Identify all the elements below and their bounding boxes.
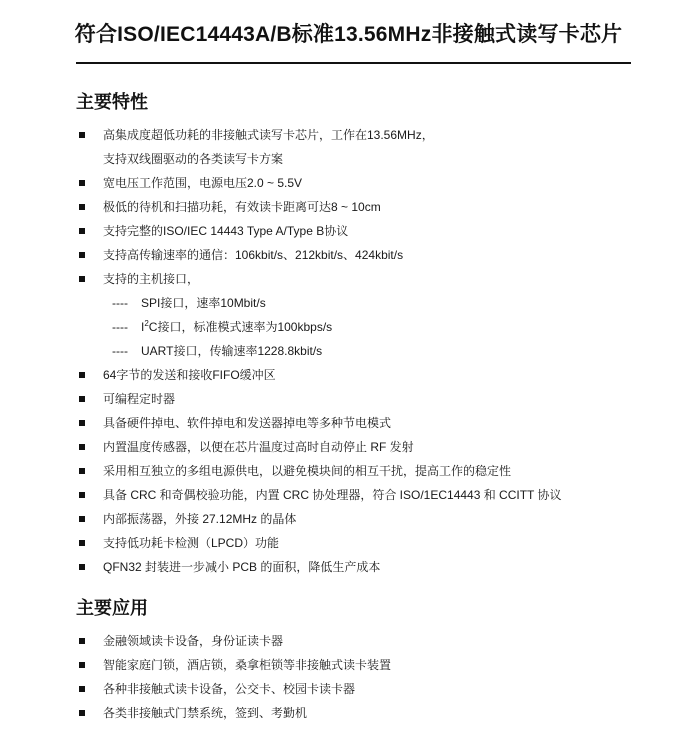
list-item-text: 内部振荡器，外接 27.12MHz 的晶体 [103, 512, 297, 526]
square-bullet-icon [79, 132, 85, 138]
list-item-text: 智能家庭门锁，酒店锁，桑拿柜锁等非接触式读卡装置 [103, 658, 392, 672]
list-item [0, 483, 697, 507]
list-item-text: 高集成度超低功耗的非接触式读写卡芯片，工作在13.56MHz， [103, 128, 434, 142]
list-item-text: 各类非接触式门禁系统，签到、考勤机 [103, 706, 308, 720]
list-item-text: 支持的主机接口， [103, 272, 200, 286]
sub-list-item-text [141, 315, 332, 339]
applications-heading: 主要应用 [76, 598, 148, 618]
list-item [0, 507, 697, 531]
list-item [0, 629, 697, 653]
list-item-text: 支持双线圈驱动的各类读写卡方案 [103, 152, 284, 166]
square-bullet-icon [79, 228, 85, 234]
square-bullet-icon [79, 710, 85, 716]
list-item-text: 采用相互独立的多组电源供电，以避免模块间的相互干扰，提高工作的稳定性 [103, 464, 512, 478]
square-bullet-icon [79, 396, 85, 402]
list-item [0, 701, 697, 725]
square-bullet-icon [79, 516, 85, 522]
document-title: 符合ISO/IEC14443A/B标准13.56MHz非接触式读写卡芯片 [74, 23, 623, 46]
square-bullet-icon [79, 372, 85, 378]
list-item-text: 可编程定时器 [103, 392, 176, 406]
list-item [0, 195, 697, 219]
list-item [0, 653, 697, 677]
applications-list [0, 629, 697, 725]
list-item-text: 内置温度传感器，以便在芯片温度过高时自动停止 RF 发射 [103, 440, 414, 454]
features-list [0, 123, 697, 579]
square-bullet-icon [79, 662, 85, 668]
dash-marker: ---- [112, 320, 128, 334]
square-bullet-icon [79, 204, 85, 210]
list-item-text: 具备硬件掉电、软件掉电和发送器掉电等多种节电模式 [103, 416, 392, 430]
dash-marker: ---- [112, 344, 128, 358]
square-bullet-icon [79, 468, 85, 474]
i2c-superscript: 2 [144, 319, 149, 328]
list-item-text: 支持完整的ISO/IEC 14443 Type A/Type B协议 [103, 224, 349, 238]
list-item [0, 677, 697, 701]
list-item-text: 各种非接触式读卡设备，公交卡、校园卡读卡器 [103, 682, 356, 696]
i2c-rest: C接口，标准模式速率为100kbps/s [148, 320, 333, 334]
list-item [0, 387, 697, 411]
features-heading: 主要特性 [76, 92, 148, 112]
list-item-text: 金融领域读卡设备，身份证读卡器 [103, 634, 284, 648]
list-item-text: 64字节的发送和接收FIFO缓冲区 [103, 368, 276, 382]
list-item-text: 支持高传输速率的通信：106kbit/s、212kbit/s、424kbit/s [103, 248, 404, 262]
list-item [0, 219, 697, 243]
sub-list-item [0, 339, 697, 363]
list-item [0, 363, 697, 387]
square-bullet-icon [79, 444, 85, 450]
sub-list-item [0, 291, 697, 315]
list-item-text: 极低的待机和扫描功耗，有效读卡距离可达8 ~ 10cm [103, 200, 381, 214]
sub-list-item-text: UART接口，传输速率1228.8kbit/s [141, 344, 323, 358]
list-item [0, 411, 697, 435]
list-item [0, 171, 697, 195]
list-item [0, 267, 697, 291]
list-item [0, 555, 697, 579]
list-item-text: QFN32 封装进一步减小 PCB 的面积，降低生产成本 [103, 560, 381, 574]
sub-list-item [0, 315, 697, 339]
list-item-continuation [0, 147, 697, 171]
square-bullet-icon [79, 540, 85, 546]
list-item [0, 531, 697, 555]
list-item-text: 宽电压工作范围，电源电压2.0 ~ 5.5V [103, 176, 303, 190]
dash-marker: ---- [112, 296, 128, 310]
square-bullet-icon [79, 420, 85, 426]
square-bullet-icon [79, 180, 85, 186]
square-bullet-icon [79, 686, 85, 692]
list-item-text: 支持低功耗卡检测（LPCD）功能 [103, 536, 280, 550]
square-bullet-icon [79, 252, 85, 258]
square-bullet-icon [79, 276, 85, 282]
list-item [0, 243, 697, 267]
list-item-text: 具备 CRC 和奇偶校验功能，内置 CRC 协处理器，符合 ISO/1EC14443 和 CCITT 协议 [103, 488, 562, 502]
square-bullet-icon [79, 492, 85, 498]
square-bullet-icon [79, 638, 85, 644]
list-item [0, 459, 697, 483]
square-bullet-icon [79, 564, 85, 570]
i2c-prefix: I [141, 320, 145, 334]
sub-list-item-text: SPI接口，速率10Mbit/s [141, 296, 266, 310]
list-item [0, 435, 697, 459]
list-item [0, 123, 697, 147]
title-divider [76, 62, 631, 64]
